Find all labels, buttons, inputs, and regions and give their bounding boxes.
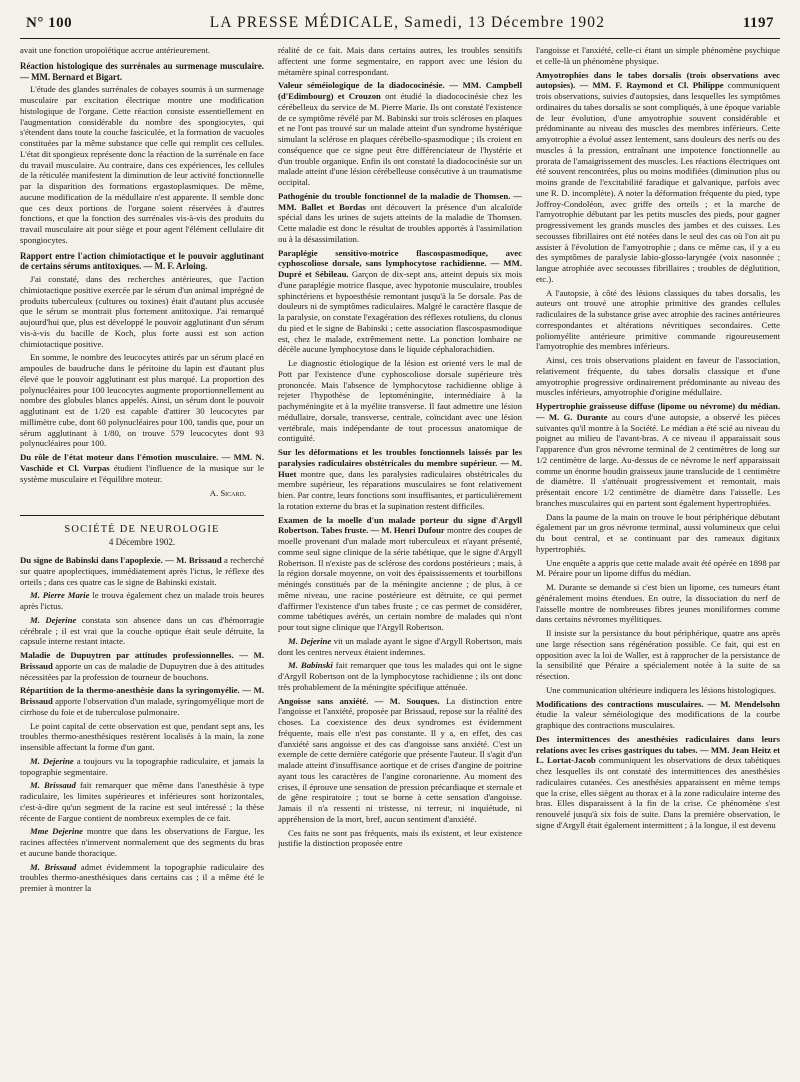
author-name: M. Brissaud bbox=[30, 780, 76, 791]
paragraph: A l'autopsie, à côté des lésions classiques du tabes dorsalis, les auteurs ont trouvé une atrophie primitive des grandes cellules radiculaires de la substance grise avec atrophie des racines antérieures correspondantes et altérations névritiques secondaires. Cette poliomyélite antérieure primitive commande rigoureusement l'amyotrophie des membres inférieurs. bbox=[536, 287, 780, 352]
paragraph-text: montre que, dans les paralysies radiculaires obstétricales du membre supérieur, les réparations musculaires se font relativement bien. Par contre, leurs fonctions sont insuffisantes, et particulièrement la rotation externe du bras et la supination restent difficiles. bbox=[278, 468, 522, 511]
author-name: M. Brissaud bbox=[30, 861, 77, 872]
article-heading: Angoisse sans anxiété. — M. Souques. bbox=[278, 695, 440, 706]
section-title: SOCIÉTÉ DE NEUROLOGIE bbox=[20, 515, 264, 535]
paragraph bbox=[278, 447, 522, 512]
paragraph: Une communication ultérieure indiquera les lésions histologiques. bbox=[546, 684, 776, 695]
paragraph-text: fait remarquer que tous les malades qui ont le signe d'Argyll Robertson ont de la lymphocytose rachidienne ; ils ont donc très probablement de la méningite spécifique atténuée. bbox=[278, 660, 522, 692]
author-name: M. Dejerine bbox=[30, 755, 74, 766]
paragraph bbox=[20, 685, 264, 717]
paragraph bbox=[20, 826, 264, 858]
paragraph-text: ont découvert la présence d'un alcaloïde spécial dans les urines de sujets atteints de la maladie de Thomsen. Cette maladie est donc le résultat de troubles apportés à l'assimilation ou à la désassimilation. bbox=[278, 201, 522, 244]
paragraph: l'angoisse et l'anxiété, celle-ci étant un simple phénomène psychique et celle-là un phénomène physique. bbox=[536, 45, 780, 66]
paragraph: L'étude des glandes surrénales de cobayes soumis à un surmenage musculaire par excitation électrique montre une modification histologique de l'organe. Cette réaction consiste essentiellement en l'augmentation considérable du nombre des spongiocytes, qui s'étendent dans toute la couche fasciculée, et la formation de vacuoles constituées par la même substance que celle qui remplit ces cellules. L'état dit spongieux représente donc la réaction de la surrénale en face du travail musculaire. Au contraire, dans ces expériences, les cellules de la réticulée manifestent la diminution de leur activité fonctionnelle par la disparition des formations ergastoplasmiques. De même, aucune modification de la médullaire n'est apparente. Il semble donc que ces deux portions de l'organe soient réservées à d'autres fonctions, et que la fonction des surrénales vis-à-vis des produits du travail musculaire ait pour siège et pour agent l'élément cellulaire dit spongiocytes. bbox=[20, 84, 264, 245]
paragraph bbox=[536, 401, 780, 509]
article-heading: Du rôle de l'état moteur dans l'émotion musculaire. — MM. N. Vaschide et Cl. Vurpas bbox=[20, 452, 264, 473]
paragraph: avait une fonction uropoïétique accrue antérieurement. bbox=[20, 45, 211, 55]
author-name: Mme Dejerine bbox=[30, 826, 84, 837]
paragraph bbox=[278, 660, 522, 692]
paragraph: J'ai constaté, dans des recherches antérieures, que l'action chimiotactique positive exercée par le sérum d'un animal imprégné de produits tuberculeux (cultures ou toxines) était d'autant plus accusée que le sérum se montrait plus fortement antitoxique. J'ai remarqué aujourd'hui que, plus est développé le pouvoir agglutinant d'un sérum vis-à-vis du bacille de Koch, plus forte aussi est son action chimiotactique positive. bbox=[20, 274, 264, 349]
author-name: M. Dejerine bbox=[288, 635, 332, 646]
paragraph bbox=[20, 650, 264, 682]
page-number: 1197 bbox=[742, 15, 774, 31]
paragraph-text: montre que dans les observations de Fargue, les racines affectées n'innervent normalement que des segments du bras et aucune bande thoracique. bbox=[20, 826, 264, 858]
article-heading: Répartition de la thermo-anesthésie dans la syringomyélie. — M. Brissaud bbox=[20, 685, 264, 706]
paragraph bbox=[20, 756, 264, 778]
author-name: M. Babinski bbox=[288, 660, 333, 671]
article-heading: Modifications des contractions musculaires. — M. Mendelsohn bbox=[536, 698, 780, 709]
paragraph bbox=[536, 734, 780, 831]
article-heading: Examen de la moelle d'un malade porteur du signe d'Argyll Robertson. Tabes fruste. — M. Henri Dufour bbox=[278, 514, 522, 536]
paragraph bbox=[536, 699, 780, 731]
paragraph bbox=[278, 248, 522, 356]
paragraph-text: communiquent les observations de deux tabétiques chez lesquelles ils ont constaté des intermittences des anesthésies radiculaires cutanées. Ces anesthésies apparaissent en même temps que la crise, elles siègent au thorax et à la zone radiculaire interne des bras. Elles disparaissent à la fin de la crise. Ce phénomène s'est renouvelé jusqu'à six fois de suite. Dans la première observation, le signe d'Argyll était également intermittent ; à la longue, il est devenu bbox=[536, 755, 780, 830]
paragraph bbox=[278, 636, 522, 658]
article-heading: Du signe de Babinski dans l'apoplexie. — M. Brissaud bbox=[20, 555, 222, 565]
article-heading: Des intermittences des anesthésies radiculaires dans leurs relations avec les crises gastriques du tabes. — MM. Jean Heitz et L. Lortat-Jacob bbox=[536, 733, 780, 766]
paragraph-text: constata son absence dans un cas d'hémorragie cérébrale ; il est vrai que la couche optique était seule détruite, la capsule interne restant intacte. bbox=[20, 614, 264, 647]
article-heading: Paraplégie sensitivo-motrice flascospasmodique, avec cyphoscoliose dorsale, sans lymphocytose rachidienne. — MM. Dupré et Sébileau. bbox=[278, 247, 522, 279]
paragraph-text: apporte l'observation d'un malade, syringomyélique mort de cirrhose du foie et de tuberculose pulmonaire. bbox=[20, 696, 264, 717]
paragraph bbox=[20, 862, 264, 894]
article-heading: Hypertrophie graisseuse diffuse (lipome ou névrome) du médian. — M. G. Durante bbox=[536, 401, 780, 422]
paragraph-text: étudient l'influence de la musique sur le système musculaire et l'équilibre moteur. bbox=[20, 462, 264, 484]
article-heading: Valeur séméiologique de la diadococinésie. — MM. Campbell (d'Edimbourg) et Crouzon bbox=[278, 80, 522, 101]
paragraph: Le point capital de cette observation est que, pendant sept ans, les troubles thermo-anesthésiques restèrent localisés à la main, la zone insensible affectant la forme d'un gant. bbox=[20, 720, 264, 752]
paragraph: Il insiste sur la persistance du bout périphérique, quatre ans après une large résection sans régénération possible. Ce fait, qui est en opposition avec la loi de Waller, est à rapprocher de la persistance de la sensibilité que Péraire a spécialement notée à la suite de sa résection. bbox=[536, 628, 780, 681]
article-heading: Rapport entre l'action chimiotactique et le pouvoir agglutinant de certains sérums antitoxiques. — M. F. Arloing. bbox=[20, 250, 264, 272]
paragraph: Dans la paume de la main on trouve le bout périphérique débutant également par un gros névrome terminal, aussi volumineux que celui du bout central, et se continuant par des rameaux digitaux hypertrophiés. bbox=[536, 511, 780, 554]
column-2 bbox=[278, 45, 522, 1075]
paragraph bbox=[20, 590, 264, 612]
journal-title: LA PRESSE MÉDICALE, Samedi, 13 Décembre 1902 bbox=[209, 14, 606, 31]
paragraph-text: admet évidemment la topographie radiculaire des troubles thermo-anesthésiques dans certains cas ; il a même été le premier à montrer la bbox=[20, 861, 264, 893]
paragraph-text: fait remarquer que même dans l'anesthésie à type radiculaire, les limites supérieures et inférieures sont horizontales, c'est-à-dire qu'un segment de la racine est seul intéressé ; la thèse récente de Fargue contient de nombreux exemples de ce fait. bbox=[20, 780, 264, 823]
paragraph: réalité de ce fait. Mais dans certains autres, les troubles sensitifs affectent une forme segmentaire, en rapport avec une lésion du métamère spinal correspondant. bbox=[278, 45, 522, 77]
author-name: M. Pierre Marie bbox=[30, 590, 90, 601]
paragraph bbox=[536, 70, 780, 285]
author-name: M. Dejerine bbox=[30, 614, 77, 625]
paragraph-text: a recherché sur quatre apoplectiques, immédiatement après l'ictus, le réflexe des orteils ; dans ces quatre cas le signe de Babinski existait. bbox=[20, 555, 264, 587]
column-1 bbox=[20, 45, 264, 1075]
paragraph bbox=[278, 80, 522, 188]
article-heading: Maladie de Dupuytren par attitudes professionnelles. — M. Brissaud bbox=[20, 650, 264, 671]
paragraph bbox=[20, 452, 264, 484]
paragraph bbox=[20, 615, 264, 647]
article-heading: Amyotrophies dans le tabes dorsalis (trois observations avec autopsies). — MM. F. Raymond et Cl. Philippe bbox=[536, 69, 780, 91]
paragraph-text: apporte un cas de maladie de Dupuytren due à des attitudes nécessitées par la profession de tourneur de bouchons. bbox=[20, 660, 264, 682]
paragraph-text: vit un malade ayant le signe d'Argyll Robertson, mais dont les centres nerveux étaient indemnes. bbox=[278, 635, 522, 657]
paragraph: Le diagnostic étiologique de la lésion est orienté vers le mal de Pott par l'existence d'une cyphoscoliose dorsale supérieure très prononcée. Mais l'absence de lymphocytose rachidienne oblige à rejeter l'hypothèse de leptoméningite, intermédiaire à la pachyméningite et à la myélite transverse. Il faut admettre une lésion médullaire, dorsale, transverse, centrale, coïncidant avec une lésion vertébrale, mais indépendante de tout processus anatomique de contiguïté. bbox=[278, 358, 522, 444]
paragraph-text: communiquent trois observations, suivies d'autopsies, dans lesquelles les symptômes ordinaires du tabes dorsalis se sont compliqués, à une époque variable de leur évolution, d'une amyotrophie souvent considérable et prédominante au niveau des muscles des membres inférieurs. Cette amyotrophie a évolué assez lentement, sans douleurs des nerfs ou des muscles à la pression, entraînant une impotence fonctionnelle au prorata de l'amaigrissement des muscles. Les réactions électriques ont été souvent rencontrées, plus ou moins modifiées (diminution plus ou moins grande de l'excitabilité faradique et galvanique, parfois avec une R. D. incomplète). A noter la déformation fréquente du pied, type Joffroy-Condoléon, avec griffe des orteils ; et la marche de l'amyotrophie débutant par les petits muscles des pieds, pour gagner progressivement les grands muscles des jambes et des cuisses. Les secousses fibrillaires ont été notées dans le seul des cas où l'on ait pu assister à l'évolution de l'amyotrophie ; dans ce même cas, il y a eu des symptômes de paralysie labio-glosso-laryngée (voix nasonnée ; langue atrophiée avec secousses fibrillaires ; troubles de déglutition, etc.). bbox=[536, 80, 780, 284]
paragraph-text: a toujours vu la topographie radiculaire, et jamais la topographie segmentaire. bbox=[20, 755, 264, 777]
paragraph: Ainsi, ces trois observations plaident en faveur de l'association, relativement fréquente, du tabes dorsalis classique et d'une amyotrophie progressive ordinairement prédominante au niveau des muscles inférieurs, amyotrophie d'origine médullaire. bbox=[536, 355, 780, 398]
article-heading: Sur les déformations et les troubles fonctionnels laissés par les paralysies radiculaires obstétricales du membre supérieur. — M. Huet bbox=[278, 447, 522, 479]
paragraph-text: montre des coupes de moelle provenant d'un malade mort tuberculeux et n'ayant présenté, comme seul signe clinique de la série tabétique, que le signe d'Argyll Robertson. Il n'existe pas de sclérose des cordons postérieurs ; mais, à la région dorsale moyenne, on voit des épaississements et tourbillons méningés constitués par de la méningite ancienne ; de plus, à ce même niveau, une racine postérieure est détruite, ce qui permet d'affirmer l'existence d'un tabes fruste ; ce cas permet de considérer, comme tabétiques avérés, un certain nombre de malades qui n'ont pour tout signe clinique que l'Argyll Robertson. bbox=[278, 525, 522, 632]
paragraph bbox=[278, 696, 522, 825]
paragraph bbox=[278, 191, 522, 245]
paragraph bbox=[278, 515, 522, 633]
paragraph-text: étudie la valeur séméiologique des modifications de la courbe graphique des contractions musculaires. bbox=[536, 709, 780, 730]
masthead bbox=[20, 14, 780, 39]
paragraph: En somme, le nombre des leucocytes attirés par un sérum placé en ampoules de baudruche dans le péritoine du lapin est d'autant plus élevé que le pouvoir agglutinant est plus marqué. La proportion des polynucléaires pour 100 leucocytes augmente proportionnellement au nombre des globules blancs appelés. Ainsi, un sérum dont le pouvoir agglutinant est de 1/20 est capable d'attirer 30 leucocytes par millimètre cube, dont 60 polynucléaires pour 100, tandis que, pour un sérum agglutinant à 1/80, on trouve 579 leucocytes dont 93 polynucléaires pour 100. bbox=[20, 352, 264, 449]
paragraph-text: La distinction entre l'angoisse et l'anxiété, proposée par Brissaud, repose sur la réalité des choses. La coexistence des deux syndromes est évidemment fréquente, mais elle n'est pas constante. Il y a, en effet, des cas d'anxiété sans angoisse et des cas d'angoisse sans anxiété. C'est un exemple de cette dernière catégorie que présente l'auteur. Il s'agit d'un malade atteint d'insuffisance aortique et de crises d'angine de poitrine ayant tous les caractères de l'angine coronarienne. Au moment des crises, il éprouve une sensation de pression précardiaque et sternale et de gêne respiratoire ; tout se borne à cette sensation d'angoisse. Jamais il n'a ressenti ni tristesse, ni terreur, ni inquiétude, ni appréhension de la mort, bref, aucun sentiment d'anxiété. bbox=[278, 695, 522, 824]
paragraph bbox=[20, 780, 264, 823]
section-date: 4 Décembre 1902. bbox=[108, 537, 176, 547]
column-3 bbox=[536, 45, 780, 1075]
paragraph: Ces faits ne sont pas fréquents, mais ils existent, et leur existence justifie la distinction proposée entre bbox=[278, 827, 522, 849]
paragraph-text: le trouva également chez un malade trois heures après l'ictus. bbox=[20, 590, 264, 611]
article-heading: Réaction histologique des surrénales au surmenage musculaire. — MM. Bernard et Bigart. bbox=[20, 60, 264, 82]
article-columns bbox=[20, 45, 780, 1075]
paragraph-text: Garçon de dix-sept ans, atteint depuis six mois d'une paraplégie motrice flasque, avec hypotonie musculaire, troubles sphinctériens et hypoesthésie remontant jusqu'à la 5e dorsale. Pas de douleurs ni de symptômes radiculaires. Malgré le caractère flasque de la paralysie, on constate l'exagération des réflexes rotuliens, du clonus du pied et le signe de Babinski ; cette association flascospasmodique est, chez le malade, extrêmement nette. La ponction lombaire ne décèle aucune lymphocytose dans le liquide céphalorachidien. bbox=[278, 269, 522, 355]
issue-number: N° 100 bbox=[26, 15, 73, 31]
paragraph bbox=[20, 555, 264, 587]
signature: A. Sicard. bbox=[209, 488, 246, 499]
paragraph: M. Durante se demande si c'est bien un lipome, ces tumeurs étant généralement moins étendues. En outre, la dissociation du nerf de l'aisselle montre de nombreuses fibres jeunes moniliformes comme dans certains névromes myélitiques. bbox=[536, 582, 780, 625]
paragraph-text: ont étudié la diadococinésie chez les cérébelleux du service de M. Pierre Marie. Ils ont constaté l'existence de ce symptôme révélé par M. Babinski sur trois scléroses en plaques et ne l'ont pas trouvé sur un malade atteint d'un syndrome hystérique simulant la sclérose en plaques cérébello-spasmodique ; ils croient en conséquence que ce signe peut être différenciateur de l'hystérie et d'un trouble organique. Enfin ils ont constaté la diadococinésie sur un malade atteint d'une lésion cérébelleuse consécutive à un traumatisme occipital. bbox=[278, 91, 522, 187]
paragraph: Une enquête a appris que cette malade avait été opérée en 1898 par M. Péraire pour un lipome diffus du médian. bbox=[536, 557, 780, 579]
paragraph-text: au cours d'une autopsie, a observé les pièces suivantes qu'il montre à la Société. Le médian a été scié au niveau du poignet au milieu de l'avant-bras. A ce niveau il apparaissait sous l'apparence d'un gros névrome terminal de 2 centimètres de long sur 1/2 centimètre de large. Au-dessus de ce névrome le nerf apparaissait comme un énorme boudin graisseux jaune translucide de 1 centimètre de diamètre. Il s'atténuait progressivement et remontait, mais présentait encore 1/2 centimètre de diamètre dans l'aisselle. Les branches musculaires qui en partent sont également hypertrophiées. bbox=[536, 411, 780, 508]
article-heading: Pathogénie du trouble fonctionnel de la maladie de Thomsen. — MM. Ballet et Bordas bbox=[278, 190, 522, 212]
